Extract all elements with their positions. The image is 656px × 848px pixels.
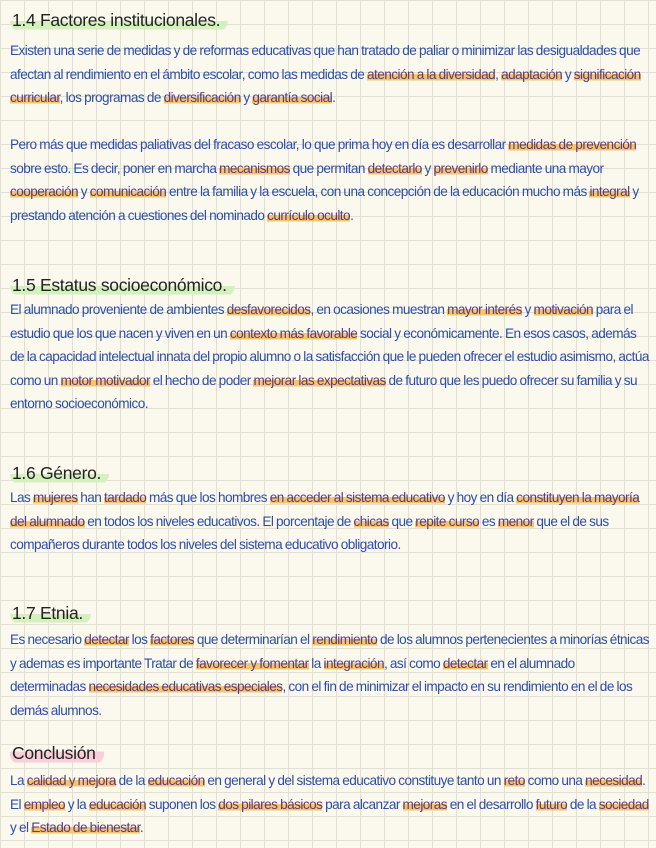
highlighted-term: atención a la diversidad <box>366 66 496 82</box>
highlighted-term: mujeres <box>33 490 78 505</box>
highlighted-term: garantía social <box>252 90 333 106</box>
highlighted-term: en acceder al sistema educativo <box>269 490 445 505</box>
highlighted-term: diversificación <box>163 90 241 106</box>
highlighted-term: currículo oculto <box>267 207 351 223</box>
paragraph-conclusion: La calidad y mejora de la educación en general y del sistema educativo constituye tanto un reto como una necesidad. El empleo y la educación suponen los dos pilares básicos para alcanzar mejoras en el desarrollo futuro de la sociedad y el Estado de bienestar. <box>10 773 649 836</box>
heading-factores-institucionales: 1.4 Factores institucionales. <box>10 10 228 31</box>
highlighted-term: favorecer y fomentar <box>195 655 309 671</box>
highlighted-term: medidas de prevención <box>508 137 637 152</box>
highlighted-term: necesidades educativas especiales <box>88 679 283 695</box>
highlighted-term: motivación <box>533 302 594 317</box>
highlighted-term: desfavorecidos <box>226 302 311 317</box>
highlighted-term: sociedad <box>598 796 649 812</box>
highlighted-term: dos pilares básicos <box>218 796 323 812</box>
highlighted-term: mecanismos <box>219 160 290 176</box>
highlighted-term: detectarlo <box>367 160 422 176</box>
highlighted-term: chicas <box>353 513 389 529</box>
highlighted-term: necesidad <box>585 773 643 788</box>
highlighted-term: educación <box>88 796 146 812</box>
highlighted-term: detectar <box>442 655 488 671</box>
highlighted-term: mayor interés <box>447 302 522 317</box>
highlighted-term: prevenirlo <box>433 160 488 176</box>
paragraph-socioeconomico: El alumnado proveniente de ambientes desfavorecidos, en ocasiones muestran mayor interés y motivación para el estudio que los que nacen y viven en un contexto más favorable social y económicamente. En esos casos, además de la capacidad intelectual innata del propio alumno o la satisfacción que le pueden ofrecer el estudio asimismo, actúa como un motor motivador el hecho de poder mejorar las expectativas de futuro que les puedo ofrecer su familia y su entorno socioeconómico. <box>10 302 649 412</box>
highlighted-term: calidad y mejora <box>26 773 116 788</box>
paragraph-institucionales-2: Pero más que medidas paliativas del fracaso escolar, lo que prima hoy en día es desarrollar medidas de prevención sobre esto. Es decir, poner en marcha mecanismos que permitan detectarlo y prevenirlo mediante una mayor cooperación y comunicación entre la familia y la escuela, con una concepción de la educación mucho más integral y prestando atención a cuestiones del nominado currículo oculto. <box>10 137 639 223</box>
highlighted-term: contexto más favorable <box>229 325 358 341</box>
highlighted-term: comunicación <box>89 184 167 200</box>
highlighted-term: mejoras <box>402 796 448 812</box>
highlighted-term: menor <box>497 513 534 529</box>
heading-genero: 1.6 Género. <box>10 463 109 484</box>
highlighted-term: constituyen la mayoría del alumnado <box>10 490 640 529</box>
highlighted-term: futuro <box>535 796 568 812</box>
heading-conclusion: Conclusión <box>10 743 104 764</box>
highlighted-term: cooperación <box>10 184 79 200</box>
highlighted-term: empleo <box>23 796 66 812</box>
highlighted-term: educación <box>147 773 205 788</box>
highlighted-term: mejorar las expectativas <box>253 372 386 388</box>
highlighted-term: Estado de bienestar <box>31 820 140 836</box>
paragraph-institucionales-1: Existen una serie de medidas y de reformas educativas que han tratado de paliar o minimizar las desigualdades que afectan al rendimiento en el ámbito escolar, como las medidas de atención a la diversidad, adaptación y significación curricular, los programas de diversificación y garantía social. <box>10 43 641 106</box>
highlighted-term: detectar <box>84 632 129 647</box>
heading-estatus-socioeconomico: 1.5 Estatus socioeconómico. <box>10 275 235 296</box>
highlighted-term: tardado <box>103 490 147 505</box>
paragraph-etnia: Es necesario detectar los factores que determinarían el rendimiento de los alumnos pertenecientes a minorías étnicas y ademas es importante Tratar de favorecer y fomentar la integración, así como detectar en el alumnado determinadas necesidades educativas especiales, con el fin de minimizar el impacto en su rendimiento en el de los demás alumnos. <box>10 632 650 718</box>
highlighted-term: rendimiento <box>312 632 378 647</box>
highlighted-term: motor motivador <box>60 372 150 388</box>
highlighted-term: factores <box>150 632 195 647</box>
paragraph-genero: Las mujeres han tardado más que los hombres en acceder al sistema educativo y hoy en día constituyen la mayoría del alumnado en todos los niveles educativos. El porcentaje de chicas que repite curso es menor que el de sus compañeros durante todos los niveles del sistema educativo obligatorio. <box>10 490 640 553</box>
highlighted-term: integración <box>323 655 384 671</box>
highlighted-term: integral <box>589 184 630 200</box>
highlighted-term: adaptación <box>501 66 563 82</box>
highlighted-term: significación curricular <box>10 66 641 106</box>
highlighted-term: reto <box>503 773 525 788</box>
heading-etnia: 1.7 Etnia. <box>10 603 91 624</box>
highlighted-term: repite curso <box>415 513 480 529</box>
